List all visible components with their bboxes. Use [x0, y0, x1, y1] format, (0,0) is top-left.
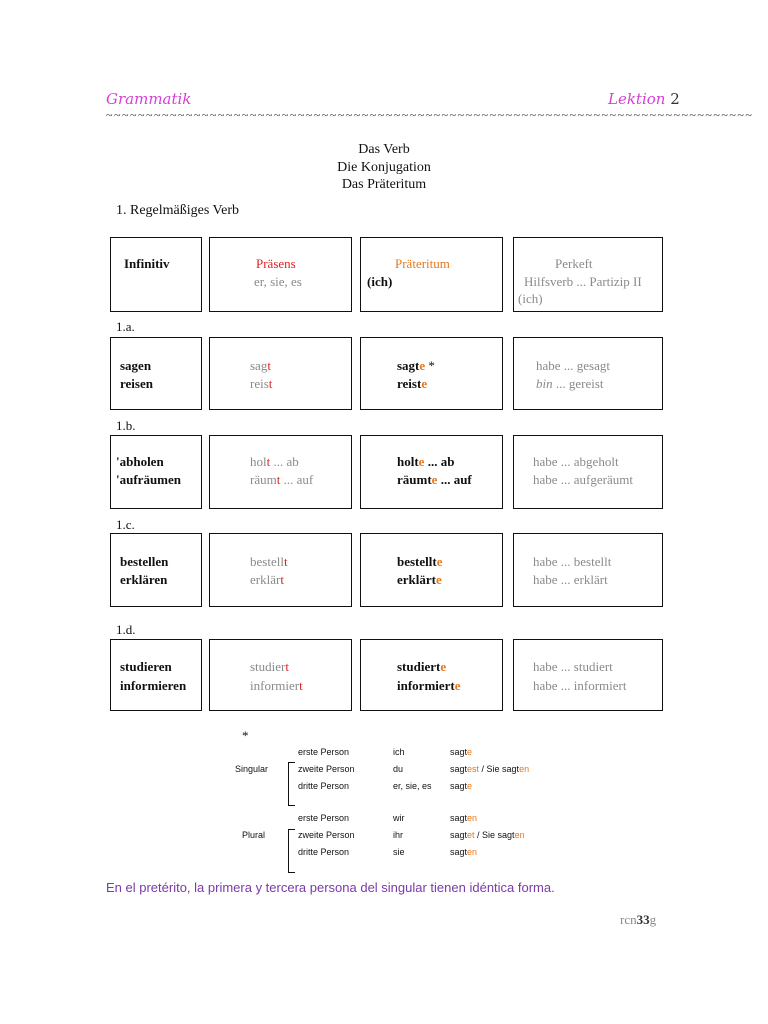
plural-label: Plural: [242, 830, 266, 840]
infinitive-1: bestellen: [120, 554, 169, 569]
header-rule: ~~~~~~~~~~~~~~~~~~~~~~~~~~~~~~~~~~~~~~~~~~~~~~~~~~~~~~~~~~~~~~~~~~~~~~~~~~~~~~~~~: [106, 108, 754, 122]
infinitive-2: erklären: [120, 572, 168, 587]
page-footer: rcn33g: [620, 912, 657, 927]
praeteritum-form-1: bestellte: [397, 554, 443, 569]
praeteritum-form-1: studierte: [397, 659, 447, 674]
pronoun-label: wir: [393, 813, 405, 823]
cell-perfekt: [513, 435, 663, 509]
cell-praeteritum: [360, 435, 503, 509]
verb-form: sagtest / Sie sagten: [450, 764, 530, 774]
header-perfekt-label: Perkeft: [555, 256, 593, 271]
header-cell-infinitiv: [110, 237, 202, 312]
verb-form: sagten: [450, 847, 478, 857]
praesens-form-2: informiert: [250, 678, 303, 693]
praeteritum-form-2: erklärte: [397, 572, 442, 587]
cell-praesens: [209, 337, 352, 410]
cell-infinitive: [110, 639, 202, 711]
cell-praesens: [209, 639, 352, 711]
cell-praeteritum: [360, 639, 503, 711]
lesson-number: 2: [670, 90, 680, 108]
cell-praesens: [209, 533, 352, 607]
perfekt-form-2: habe ... informiert: [533, 678, 627, 693]
verb-form: sagte: [450, 781, 473, 791]
row-label-1c: 1.c.: [116, 517, 135, 532]
header-cell-praeteritum: [360, 237, 503, 312]
title-line-1: Das Verb: [358, 142, 410, 157]
infinitive-2: 'aufräumen: [116, 472, 181, 487]
singular-bracket: [288, 762, 295, 806]
perfekt-form-1: habe ... bestellt: [533, 554, 612, 569]
header-infinitiv-label: Infinitiv: [124, 256, 170, 271]
row-label-1d: 1.d.: [116, 622, 136, 637]
infinitive-1: sagen: [120, 358, 152, 373]
verb-form: sagte: [450, 747, 473, 757]
title-line-2: Die Konjugation: [337, 160, 431, 175]
cell-perfekt: [513, 639, 663, 711]
footnote-star: *: [242, 728, 249, 743]
header-perfekt-sub: Hilfsverb ... Partizip II: [524, 274, 642, 289]
header-praesens-sub: er, sie, es: [254, 274, 302, 289]
person-label: dritte Person: [298, 781, 350, 791]
row-label-1a: 1.a.: [116, 319, 135, 334]
header-perfekt-sub2: (ich): [518, 291, 543, 306]
praesens-form-2: reist: [250, 376, 273, 391]
perfekt-form-1: habe ... studiert: [533, 659, 613, 674]
praeteritum-form-1: holte ... ab: [397, 454, 455, 469]
row-label-1b: 1.b.: [116, 418, 136, 433]
perfekt-form-2: habe ... aufgeräumt: [533, 472, 633, 487]
pronoun-label: ich: [393, 747, 405, 757]
praesens-form-1: bestellt: [250, 554, 288, 569]
perfekt-form-2: bin ... gereist: [536, 376, 604, 391]
cell-infinitive: [110, 435, 202, 509]
praesens-form-1: sagt: [250, 358, 271, 373]
person-label: dritte Person: [298, 847, 350, 857]
praesens-form-1: studiert: [250, 659, 290, 674]
cell-praeteritum: [360, 533, 503, 607]
praeteritum-form-2: informierte: [397, 678, 461, 693]
section-heading: 1. Regelmäßiges Verb: [116, 203, 239, 218]
infinitive-1: studieren: [120, 659, 172, 674]
header-praeteritum-sub: (ich): [367, 274, 393, 289]
cell-praeteritum: [360, 337, 503, 410]
verb-form: sagten: [450, 813, 478, 823]
cell-praesens: [209, 435, 352, 509]
grammar-note: En el pretérito, la primera y tercera persona del singular tienen idéntica forma.: [106, 880, 555, 895]
perfekt-form-2: habe ... erklärt: [533, 572, 608, 587]
pronoun-label: du: [393, 764, 404, 774]
lesson-word: Lektion: [608, 90, 666, 108]
pronoun-label: er, sie, es: [393, 781, 432, 791]
infinitive-2: reisen: [120, 376, 153, 391]
verb-form: sagtet / Sie sagten: [450, 830, 525, 840]
pronoun-label: ihr: [393, 830, 404, 840]
plural-bracket: [288, 829, 295, 873]
person-label: erste Person: [298, 747, 350, 757]
person-label: erste Person: [298, 813, 350, 823]
infinitive-1: 'abholen: [116, 454, 164, 469]
perfekt-form-1: habe ... abgeholt: [533, 454, 619, 469]
praeteritum-form-1: sagte *: [397, 358, 435, 373]
person-label: zweite Person: [298, 830, 355, 840]
praeteritum-form-2: reiste: [397, 376, 428, 391]
praesens-form-2: erklärt: [250, 572, 284, 587]
header-praesens-label: Präsens: [256, 256, 296, 271]
cell-infinitive: [110, 337, 202, 410]
header-cell-praesens: [209, 237, 352, 312]
cell-perfekt: [513, 337, 663, 410]
infinitive-2: informieren: [120, 678, 187, 693]
header-right-label: [608, 90, 680, 108]
pronoun-label: sie: [393, 847, 405, 857]
singular-label: Singular: [235, 764, 269, 774]
title-line-3: Das Präteritum: [341, 177, 427, 192]
person-label: zweite Person: [298, 764, 355, 774]
praesens-form-2: räumt ... auf: [250, 472, 314, 487]
header-cell-perfekt: [513, 237, 663, 312]
cell-infinitive: [110, 533, 202, 607]
praeteritum-form-2: räumte ... auf: [397, 472, 472, 487]
cell-perfekt: [513, 533, 663, 607]
header-praeteritum-label: Präteritum: [395, 256, 450, 271]
perfekt-form-1: habe ... gesagt: [536, 358, 611, 373]
praesens-form-1: holt ... ab: [250, 454, 299, 469]
header-left-label: Grammatik: [106, 90, 192, 108]
